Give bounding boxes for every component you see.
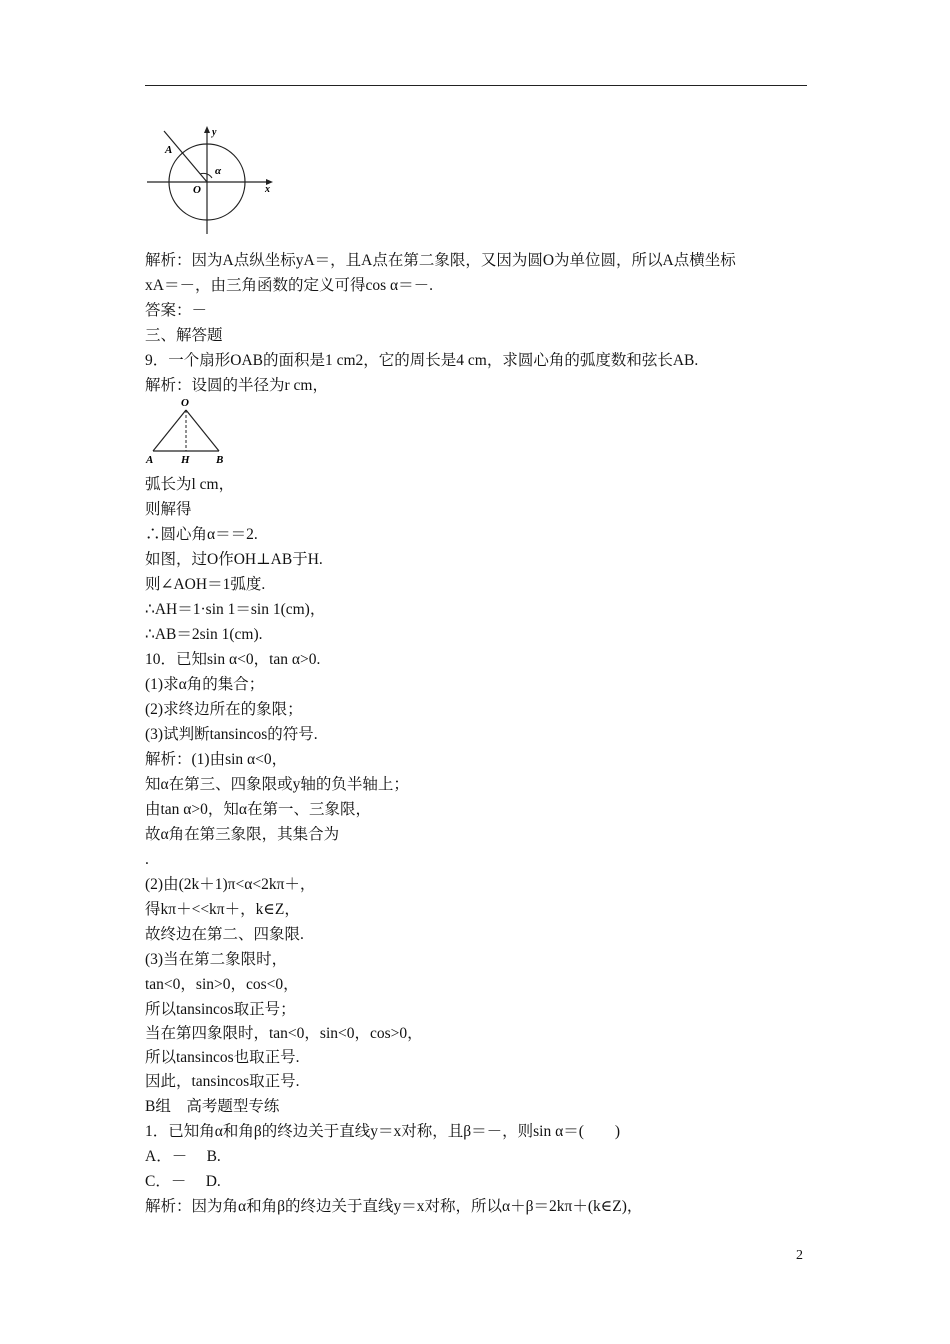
text-line: (2)求终边所在的象限； <box>145 701 303 718</box>
question-10: 10．已知sin α<0，tan α>0. <box>145 651 321 668</box>
header-rule <box>145 85 807 86</box>
point-a-label: A <box>146 454 154 466</box>
section-heading: B组 高考题型专练 <box>145 1098 280 1115</box>
text-line: 则∠AOH＝1弧度. <box>145 576 266 593</box>
text-line: 所以tansincos取正号； <box>145 1001 296 1018</box>
text-line: xA＝－，由三角函数的定义可得cos α＝－. <box>145 277 433 294</box>
choice-line: A．－ B. <box>145 1148 221 1165</box>
section-heading: 三、解答题 <box>145 327 223 344</box>
text-line: 得kπ＋<<kπ＋，k∈Z， <box>145 901 300 918</box>
text-line: 知α在第三、四象限或y轴的负半轴上； <box>145 776 409 793</box>
text-line: 解析：(1)由sin α<0， <box>145 751 288 768</box>
text-line: 解析：因为角α和角β的终边关于直线y＝x对称，所以α＋β＝2kπ＋(k∈Z)， <box>145 1198 643 1215</box>
text-line: 则解得 <box>145 501 192 518</box>
unit-circle-figure <box>145 122 280 237</box>
text-line: 解析：因为A点纵坐标yA＝，且A点在第二象限，又因为圆O为单位圆，所以A点横坐标 <box>145 252 736 269</box>
point-h-label: H <box>181 454 190 466</box>
x-axis-label: x <box>265 184 270 195</box>
text-line: 当在第四象限时，tan<0，sin<0，cos>0， <box>145 1025 423 1042</box>
point-a-label: A <box>165 144 173 156</box>
text-line: 解析：设圆的半径为r cm， <box>145 377 328 394</box>
text-line: ∴圆心角α＝＝2. <box>145 526 258 543</box>
text-line: 故α角在第三象限，其集合为 <box>145 826 340 843</box>
question-1: 1．已知角α和角β的终边关于直线y＝x对称，且β＝－，则sin α＝( ) <box>145 1123 621 1140</box>
text-line: ∴AB＝2sin 1(cm). <box>145 626 263 643</box>
page-number: 2 <box>796 1248 803 1263</box>
text-line: 由tan α>0，知α在第一、三象限， <box>145 801 372 818</box>
text-line: 故终边在第二、四象限. <box>145 926 304 943</box>
y-axis-label: y <box>212 127 217 138</box>
text-line: (3)试判断tansincos的符号. <box>145 726 318 743</box>
text-line: (1)求α角的集合； <box>145 676 265 693</box>
text-line: 所以tansincos也取正号. <box>145 1049 300 1066</box>
question-9: 9．一个扇形OAB的面积是1 cm2，它的周长是4 cm，求圆心角的弧度数和弦长AB. <box>145 352 699 369</box>
text-line: 因此，tansincos取正号. <box>145 1073 300 1090</box>
choice-line: C．－ D. <box>145 1173 221 1190</box>
text-line: 如图，过O作OH⊥AB于H. <box>145 551 323 568</box>
text-line: 弧长为l cm， <box>145 476 235 493</box>
text-line: (3)当在第二象限时， <box>145 951 288 968</box>
text-line: ∴AH＝1·sin 1＝sin 1(cm)， <box>145 601 326 618</box>
text-line: tan<0，sin>0，cos<0， <box>145 976 299 993</box>
origin-label: O <box>193 184 201 196</box>
text-line: 答案：－ <box>145 302 208 319</box>
text-line: . <box>145 851 149 868</box>
sector-triangle-figure <box>143 396 238 468</box>
point-o-label: O <box>181 397 189 409</box>
text-line: (2)由(2k＋1)π<α<2kπ＋， <box>145 876 316 893</box>
alpha-label: α <box>215 165 222 177</box>
point-b-label: B <box>216 454 224 466</box>
